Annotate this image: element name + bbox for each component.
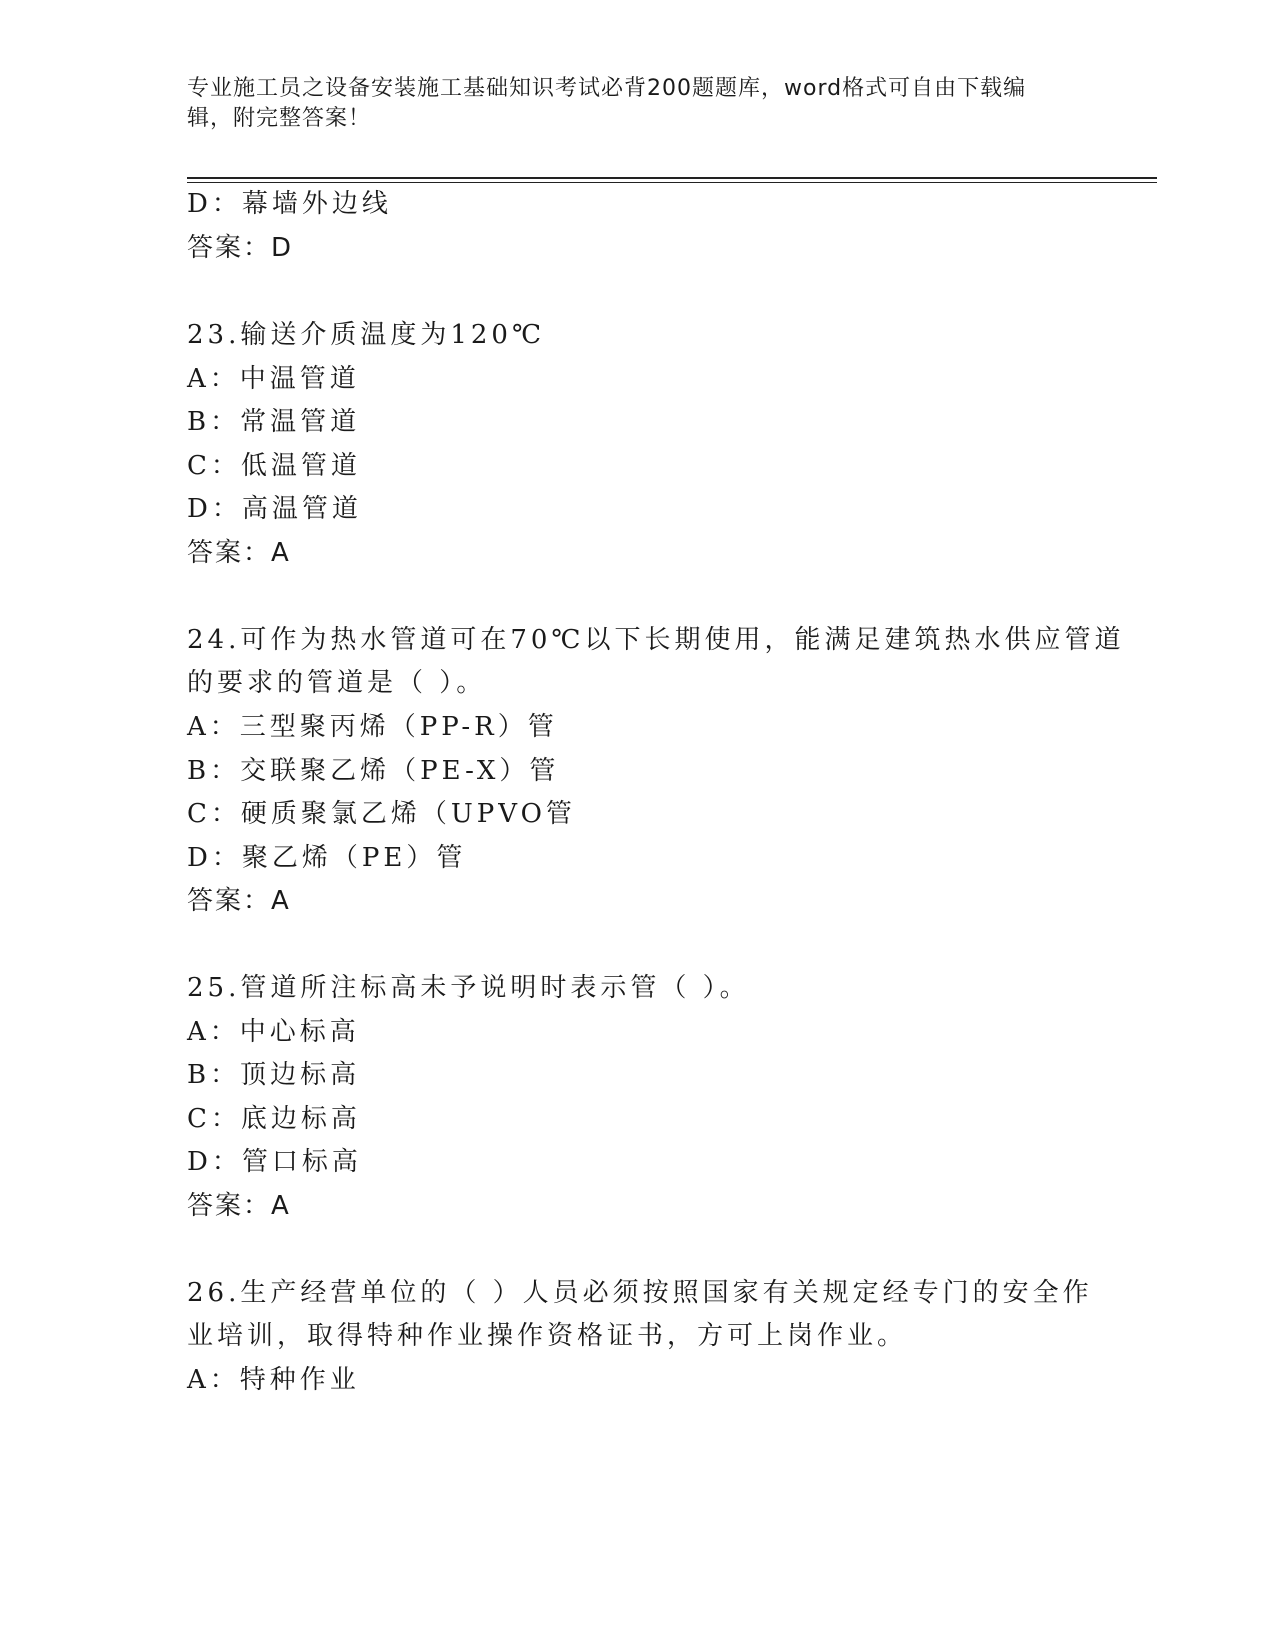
question-24-option-c: C：硬质聚氯乙烯（UPVO管 <box>187 799 576 829</box>
question-25-stem: 25.管道所注标高未予说明时表示管（ ）。 <box>187 973 750 1003</box>
document-header-title: 专业施工员之设备安装施工基础知识考试必背200题题库，word格式可自由下载编辑，附完整答案！ <box>187 76 1027 131</box>
question-25-option-c: C：底边标高 <box>187 1104 361 1134</box>
header-divider <box>187 177 1157 179</box>
option-d-prev: D：幕墙外边线 <box>187 189 392 219</box>
question-23-option-d: D：高温管道 <box>187 494 362 524</box>
question-25-option-b: B：顶边标高 <box>187 1060 361 1090</box>
question-24-option-d: D：聚乙烯（PE）管 <box>187 843 467 873</box>
question-25-option-a: A：中心标高 <box>187 1017 360 1047</box>
answer-prev: 答案：D <box>187 233 294 263</box>
question-26-stem-line2: 业培训，取得特种作业操作资格证书，方可上岗作业。 <box>187 1321 908 1351</box>
question-26-stem-line1: 26.生产经营单位的（ ）人员必须按照国家有关规定经专门的安全作 <box>187 1278 1093 1308</box>
question-26-option-a: A：特种作业 <box>187 1365 360 1395</box>
question-25-answer: 答案：A <box>187 1191 291 1221</box>
question-25-option-d: D：管口标高 <box>187 1147 362 1177</box>
question-23-stem: 23.输送介质温度为120℃ <box>187 320 546 350</box>
question-24-option-a: A：三型聚丙烯（PP-R）管 <box>187 712 558 742</box>
question-23-option-b: B：常温管道 <box>187 407 361 437</box>
question-24-stem-line2: 的要求的管道是（ ）。 <box>187 668 487 698</box>
question-24-answer: 答案：A <box>187 886 291 916</box>
question-23-option-c: C：低温管道 <box>187 451 361 481</box>
question-23-option-a: A：中温管道 <box>187 364 360 394</box>
question-23-answer: 答案：A <box>187 538 291 568</box>
header-divider-thin <box>187 182 1157 183</box>
question-24-stem-line1: 24.可作为热水管道可在70℃以下长期使用，能满足建筑热水供应管道 <box>187 625 1125 655</box>
question-24-option-b: B：交联聚乙烯（PE-X）管 <box>187 756 560 786</box>
